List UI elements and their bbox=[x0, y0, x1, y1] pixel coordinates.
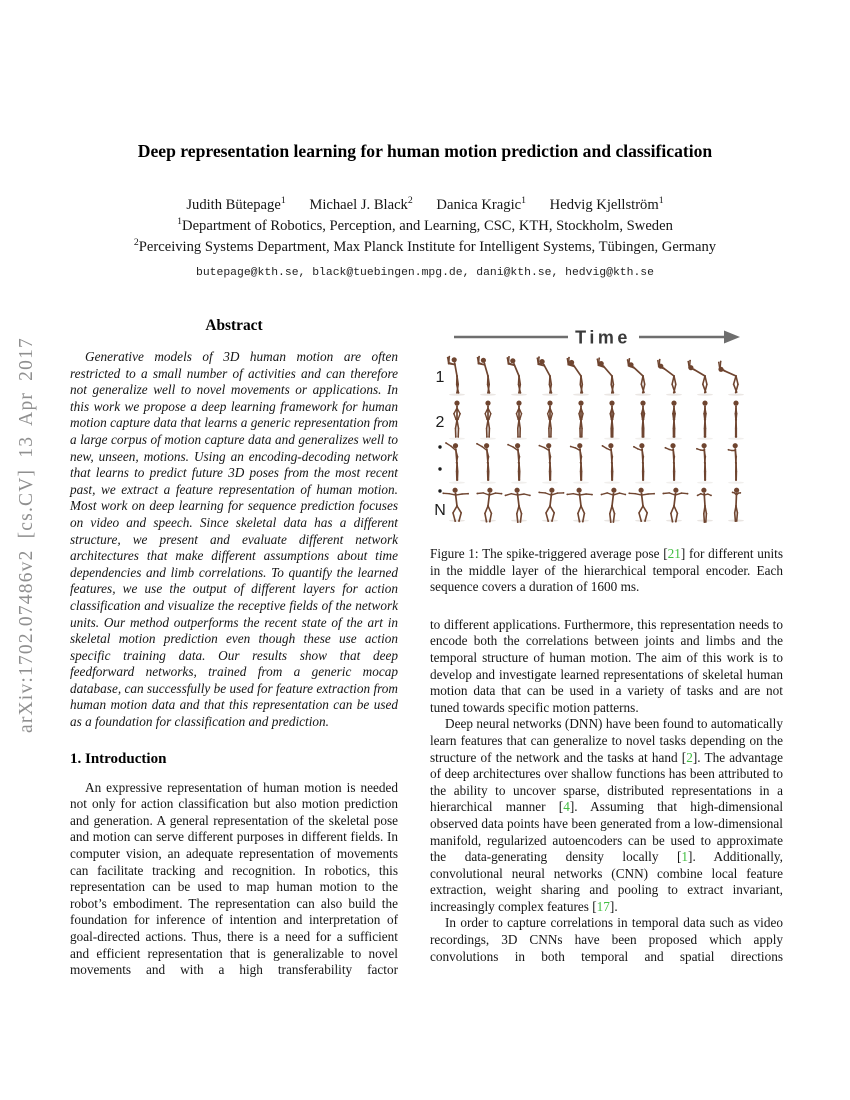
right-column bbox=[430, 315, 783, 979]
figure-1 bbox=[432, 317, 783, 533]
two-column-body bbox=[0, 315, 850, 979]
skeleton-grid-figure bbox=[432, 317, 779, 528]
affiliation-line-2: $^2$Perceiving Systems Department, Max Planck Institute for Intelligent Systems, Tübingen, Germany bbox=[133, 237, 717, 255]
author-4: Hedvig Kjellström$^1$ bbox=[549, 195, 664, 213]
citation-ref: 17 bbox=[596, 898, 610, 914]
paragraph-dnn: Deep neural networks (DNN) have been found to automatically learn features that can generalize to novel tasks depending on the structure of the network and the tasks at hand [2]. The advantage of deep architectures over shallow functions has been attributed to the ability to uncover sparse, distributed representations in a hierarchical manner [4]. Assuming that high-dimensional observed data points have been generated from a low-dimensional manifold, regularized autoencoders can be used to approximate the data-generating density locally [1]. Additionally, convolutional neural networks (CNN) combine local feature extraction, weight sharing and pooling to extract invariant, increasingly complex features [17]. bbox=[430, 716, 784, 914]
paper-header bbox=[0, 0, 850, 279]
figure-row-label-n: N bbox=[434, 502, 446, 519]
abstract-heading: Abstract bbox=[205, 317, 263, 334]
introduction-text: An expressive representation of human motion is needed not only for action classification but also motion prediction and generation. A general representation of the skeletal pose and motion can serve different purposes in different fields. In computer vision, an adequate representation of movements can facilitate tracking and recognition. In robotics, this representation can be used to map human motion to the robot’s embodiment. The representation can also build the foundation for inference of intention and interpretation of goal-directed actions. Thus, there is a need for a sufficient and efficient representation that is generalizable to novel movements and with a high transferability factor bbox=[70, 779, 398, 978]
citation-ref: 4 bbox=[563, 799, 570, 815]
affiliation-line-1: $^1$Department of Robotics, Perception, and Learning, CSC, KTH, Stockholm, Sweden bbox=[177, 216, 673, 234]
citation-ref: 1 bbox=[681, 849, 689, 865]
time-arrow-head bbox=[724, 331, 740, 344]
left-column bbox=[70, 315, 398, 979]
figure-vdots bbox=[438, 445, 441, 492]
paragraph-continuation: to different applications. Furthermore, this representation needs to encode both the correlations between joints and limbs and the temporal structure of human motion. The aim of this work is to develop and investigate learned representations of skeletal human motion data that can be used in a variety of tasks and are not tuned towards specific motion patterns. bbox=[430, 616, 783, 715]
emails-line: butepage@kth.se, black@tuebingen.mpg.de, dani@kth.se, hedvig@kth.se bbox=[196, 267, 654, 279]
citation-ref: 2 bbox=[686, 749, 693, 765]
author-1: Judith Bütepage$^1$ bbox=[186, 195, 286, 213]
citation-ref: 21 bbox=[667, 546, 681, 561]
paper-title: Deep representation learning for human motion prediction and classification bbox=[137, 141, 713, 161]
right-column-text bbox=[430, 617, 783, 965]
skeleton-drawings bbox=[442, 356, 744, 523]
figure-caption: Figure 1: The spike-triggered average pose [21] for different units in the middle layer of the hierarchical temporal encoder. Each sequence covers a duration of 1600 ms. bbox=[430, 546, 783, 595]
paragraph-3dcnn: In order to capture correlations in temporal data such as video recordings, 3D CNNs have been proposed which apply convolutions in both temporal and spatial directions bbox=[430, 915, 783, 964]
arxiv-watermark: arXiv:1702.07486v2 [cs.CV] 13 Apr 2017 bbox=[16, 337, 37, 733]
author-3: Danica Kragic$^1$ bbox=[436, 195, 527, 213]
time-label: Time bbox=[575, 327, 631, 348]
figure-row-label-1: 1 bbox=[435, 369, 445, 386]
figure-row-label-2: 2 bbox=[435, 414, 445, 431]
authors-line bbox=[0, 197, 850, 214]
author-2: Michael J. Black$^2$ bbox=[309, 195, 413, 213]
introduction-heading: 1. Introduction bbox=[70, 750, 167, 767]
abstract-text: Generative models of 3D human motion are often restricted to a small number of activities and can therefore not generalize well to novel movements or applications. In this work we propose a deep learning framework for human motion capture data that learns a generic representation from a large corpus of motion capture data and generalizes well to new, unseen, motions. Using an encoding-decoding network that learns to predict future 3D poses from the most recent past, we extract a feature representation of human motion. Most work on deep learning for sequence prediction focuses on video and speech. Since skeletal data has a different structure, we present and evaluate different network architectures that make different assumptions about time dependencies and limb correlations. To quantify the learned features, we use the output of different layers for action classification and visualize the receptive fields of the network units. Our method outperforms the recent state of the art in skeletal motion prediction even though these use action specific training data. Our results show that deep feedforward networks, trained from a generic mocap database, can successfully be used for feature extraction from human motion data and that this representation can be used as a foundation for classification and prediction. bbox=[70, 349, 398, 730]
